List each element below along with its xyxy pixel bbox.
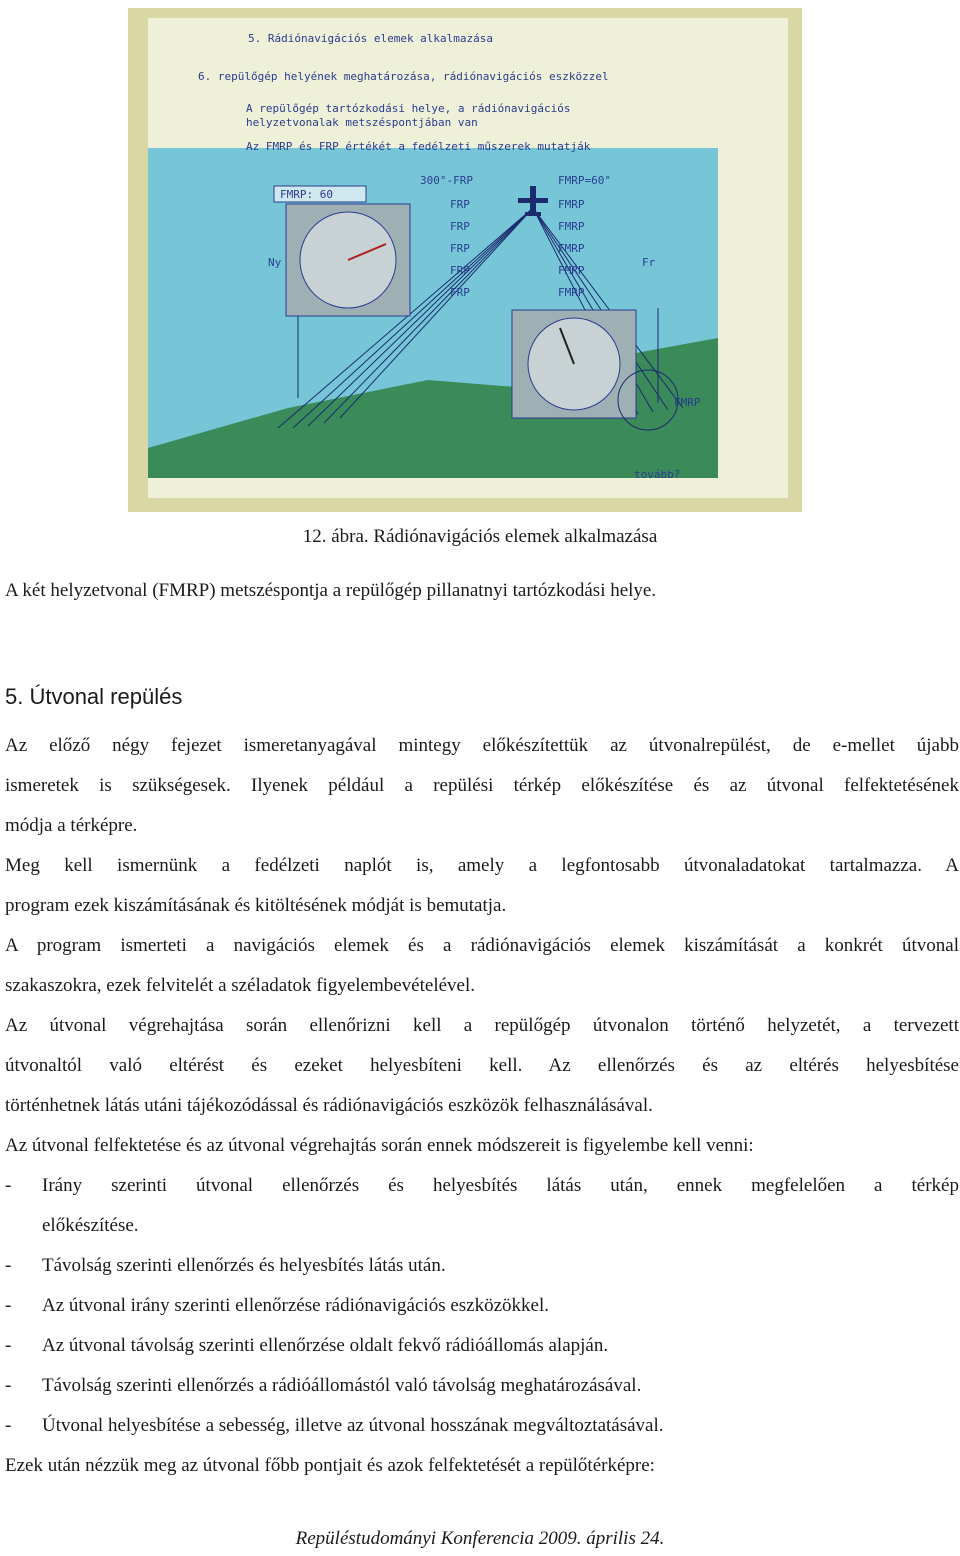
screen-line: 6. repülőgép helyének meghatározása, rádiónavigációs eszközzel [198,70,609,83]
fmrp-label: FMRP [558,242,585,255]
side-label-left: Ny [268,256,282,269]
fmrp-label: FMRP [558,220,585,233]
list-item-text: Irány szerinti útvonal ellenőrzés és helyesbítés látás után, ennek megfelelően a térkép [42,1175,959,1196]
instrument-dial-right [512,310,636,418]
list-dash: - [5,1255,12,1276]
paragraph-line: Az útvonal felfektetése és az útvonal végrehajtás során ennek módszereit is figyelembe kell venni: [5,1135,754,1156]
intro-paragraph: A két helyzetvonal (FMRP) metszéspontja a repülőgép pillanatnyi tartózkodási helye. [5,580,657,601]
instrument-dial-left [286,204,410,316]
paragraph-line: Az előző négy fejezet ismeretanyagával mintegy előkészítettük az útvonalrepülést, de e-mellet újabb [5,735,959,756]
frp-label: FRP [450,220,470,233]
paragraph-line: Az útvonal végrehajtása során ellenőrizni kell a repülőgép útvonalon történő helyzetét, a tervezett [5,1015,959,1036]
list-dash: - [5,1415,12,1436]
fmrp-label: FMRP [558,286,585,299]
list-dash: - [5,1375,12,1396]
screen-line: 5. Rádiónavigációs elemek alkalmazása [248,32,494,45]
screen-line: Az FMRP és FRP értékét a fedélzeti műszerek mutatják [246,140,591,153]
list-dash: - [5,1175,12,1196]
fmrp-right-label: FMRP [674,396,701,409]
section-heading: 5. Útvonal repülés [5,684,183,709]
list-item-text: Az útvonal távolság szerinti ellenőrzése oldalt fekvő rádióállomás alapján. [42,1335,609,1356]
paragraph-line: módja a térképre. [5,815,138,836]
paragraph-line: A program ismerteti a navigációs elemek és a rádiónavigációs elemek kiszámítását a konkrét útvonal [5,935,959,956]
list-item-text: Útvonal helyesbítése a sebesség, illetve az útvonal hosszának megváltoztatásával. [42,1415,664,1436]
paragraph-line: történhetnek látás utáni tájékozódással és rádiónavigációs eszközök felhasználásával. [5,1095,653,1116]
frp-label: FRP [450,286,470,299]
screen-diagram [128,8,802,512]
screen-line: helyzetvonalak metszéspontjában van [246,116,478,129]
list-dash: - [5,1335,12,1356]
fmrp-label: FMRP=60° [558,174,611,187]
paragraph-line: Meg kell ismernünk a fedélzeti naplót is, amely a legfontosabb útvonaladatokat tartalmazza. A [5,855,959,876]
fmrp-label: FMRP [558,198,585,211]
list-item-text: Távolság szerinti ellenőrzés és helyesbítés látás után. [42,1255,446,1276]
frp-label: FRP [450,198,470,211]
figure-screen-photo [128,8,802,512]
frp-label: 300°-FRP [420,174,473,187]
paragraph-line: szakaszokra, ezek felvitelét a széladatok figyelembevételével. [5,975,475,996]
paragraph-line: útvonaltól való eltérést és ezeket helyesbíteni kell. Az ellenőrzés és az eltérés helyesbítése [5,1055,959,1076]
screen-line: A repülőgép tartózkodási helye, a rádiónavigációs [246,102,571,115]
side-label-right: Fr [642,256,656,269]
paragraph-line: program ezek kiszámításának és kitöltésének módját is bemutatja. [5,895,507,916]
frp-label: FRP [450,264,470,277]
figure-caption: 12. ábra. Rádiónavigációs elemek alkalmazása [302,526,658,547]
frp-label: FRP [450,242,470,255]
fmrp-label: FMRP [558,264,585,277]
paragraph-line: Ezek után nézzük meg az útvonal főbb pontjait és azok felfektetését a repülőtérképre: [5,1455,655,1476]
continue-prompt: tovább? [634,468,681,481]
list-item-text: Az útvonal irány szerinti ellenőrzése rádiónavigációs eszközökkel. [42,1295,549,1316]
fmrp-box-label: FMRP: 60 [280,188,333,201]
list-item-text: előkészítése. [42,1215,139,1236]
page-footer: Repüléstudományi Konferencia 2009. április 24. [295,1528,665,1549]
list-dash: - [5,1295,12,1316]
paragraph-line: ismeretek is szükségesek. Ilyenek például a repülési térkép előkészítése és az útvonal felfektetésének [5,775,959,796]
list-item-text: Távolság szerinti ellenőrzés a rádióállomástól való távolság meghatározásával. [42,1375,642,1396]
